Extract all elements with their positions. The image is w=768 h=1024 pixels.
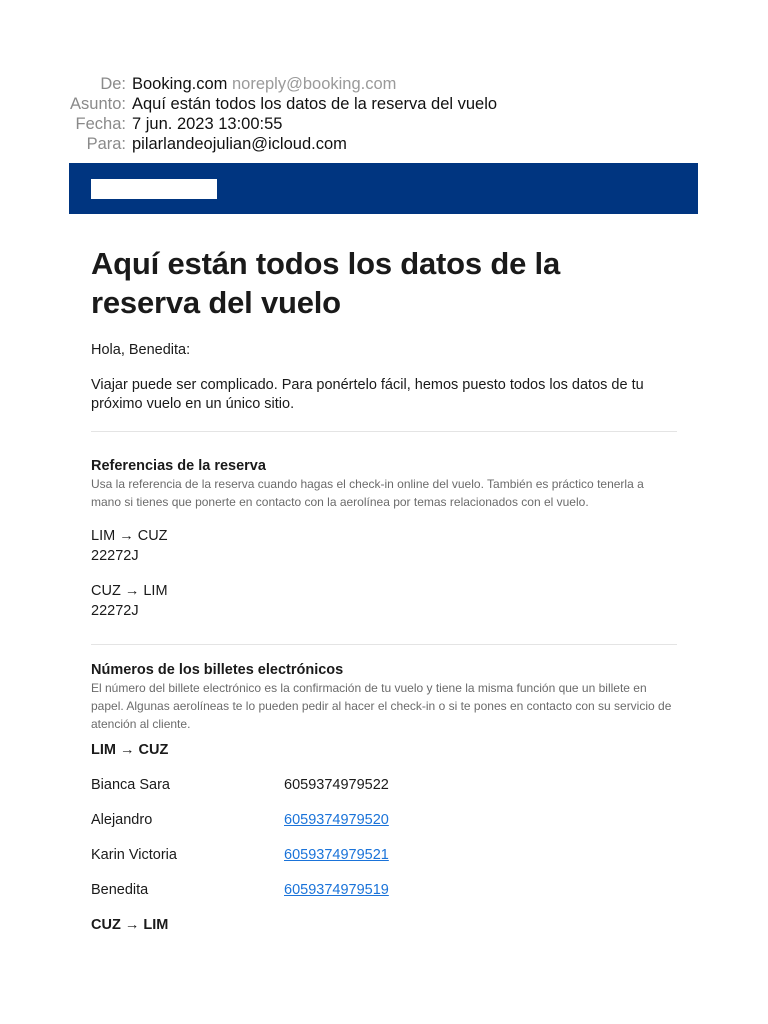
ticket-number: 6059374979522 [284,776,389,793]
greeting: Hola, Benedita: [91,342,191,358]
to-label: Para: [86,135,126,153]
intro-text: Viajar puede ser complicado. Para ponértelo fácil, hemos puesto todos los datos de tu próximo vuelo en un único sitio. [91,377,644,412]
brand-bar [69,163,698,214]
from-label: De: [100,75,126,93]
subject-value: Aquí están todos los datos de la reserva del vuelo [132,95,498,113]
ticket-number-link[interactable]: 6059374979520 [284,811,389,828]
date-label: Fecha: [75,115,126,133]
ticket-row [91,802,677,837]
ticket-number-link[interactable]: 6059374979521 [284,846,389,863]
subject-label: Asunto: [70,95,126,113]
from-name: Booking.com [132,75,228,93]
ticket-list [91,767,677,907]
from-value[interactable] [132,74,396,94]
email-header [0,74,768,154]
brand-logo[interactable] [91,179,217,199]
ticket-number-link[interactable]: 6059374979519 [284,881,389,898]
subject-row [0,94,768,114]
ticket-row [91,837,677,872]
date-value: 7 jun. 2023 13:00:55 [132,115,283,133]
tickets-section [91,661,677,934]
divider [91,644,677,645]
to-value[interactable]: pilarlandeojulian@icloud.com [132,135,347,153]
tickets-description: El número del billete electrónico es la confirmación de tu vuelo y tiene la misma función que un billete en papel. Algunas aerolíneas te lo pueden pedir al hacer el check-in o si te pones en contacto con su servicio de atención al cliente. [91,681,672,731]
from-row [0,74,768,94]
return-route: CUZ → LIM [91,917,169,933]
passenger-name: Karin Victoria [91,846,177,863]
reference-item [91,526,677,566]
passenger-name: Benedita [91,881,149,898]
passenger-name: Alejandro [91,811,153,828]
reference-item [91,581,677,621]
outbound-route: LIM → CUZ [91,742,169,758]
ticket-row [91,872,677,907]
reference-route: LIM → CUZ [91,528,168,544]
date-row [0,114,768,134]
divider [91,431,677,432]
from-address[interactable]: noreply@booking.com [231,75,397,93]
tickets-title: Números de los billetes electrónicos [91,662,344,678]
reference-route: CUZ → LIM [91,583,168,599]
reference-code: 22272J [91,603,139,619]
page-title: Aquí están todos los datos de la reserva del vuelo [91,246,560,320]
to-row [0,134,768,154]
ticket-row [91,767,677,802]
email-body [91,244,677,934]
reference-code: 22272J [91,548,139,564]
references-section [91,457,677,621]
references-description: Usa la referencia de la reserva cuando hagas el check-in online del vuelo. También es práctico tenerla a mano si tienes que ponerte en contacto con la aerolínea por temas relacionados con el vuelo. [91,477,644,509]
passenger-name: Bianca Sara [91,776,170,793]
references-title: Referencias de la reserva [91,458,266,474]
